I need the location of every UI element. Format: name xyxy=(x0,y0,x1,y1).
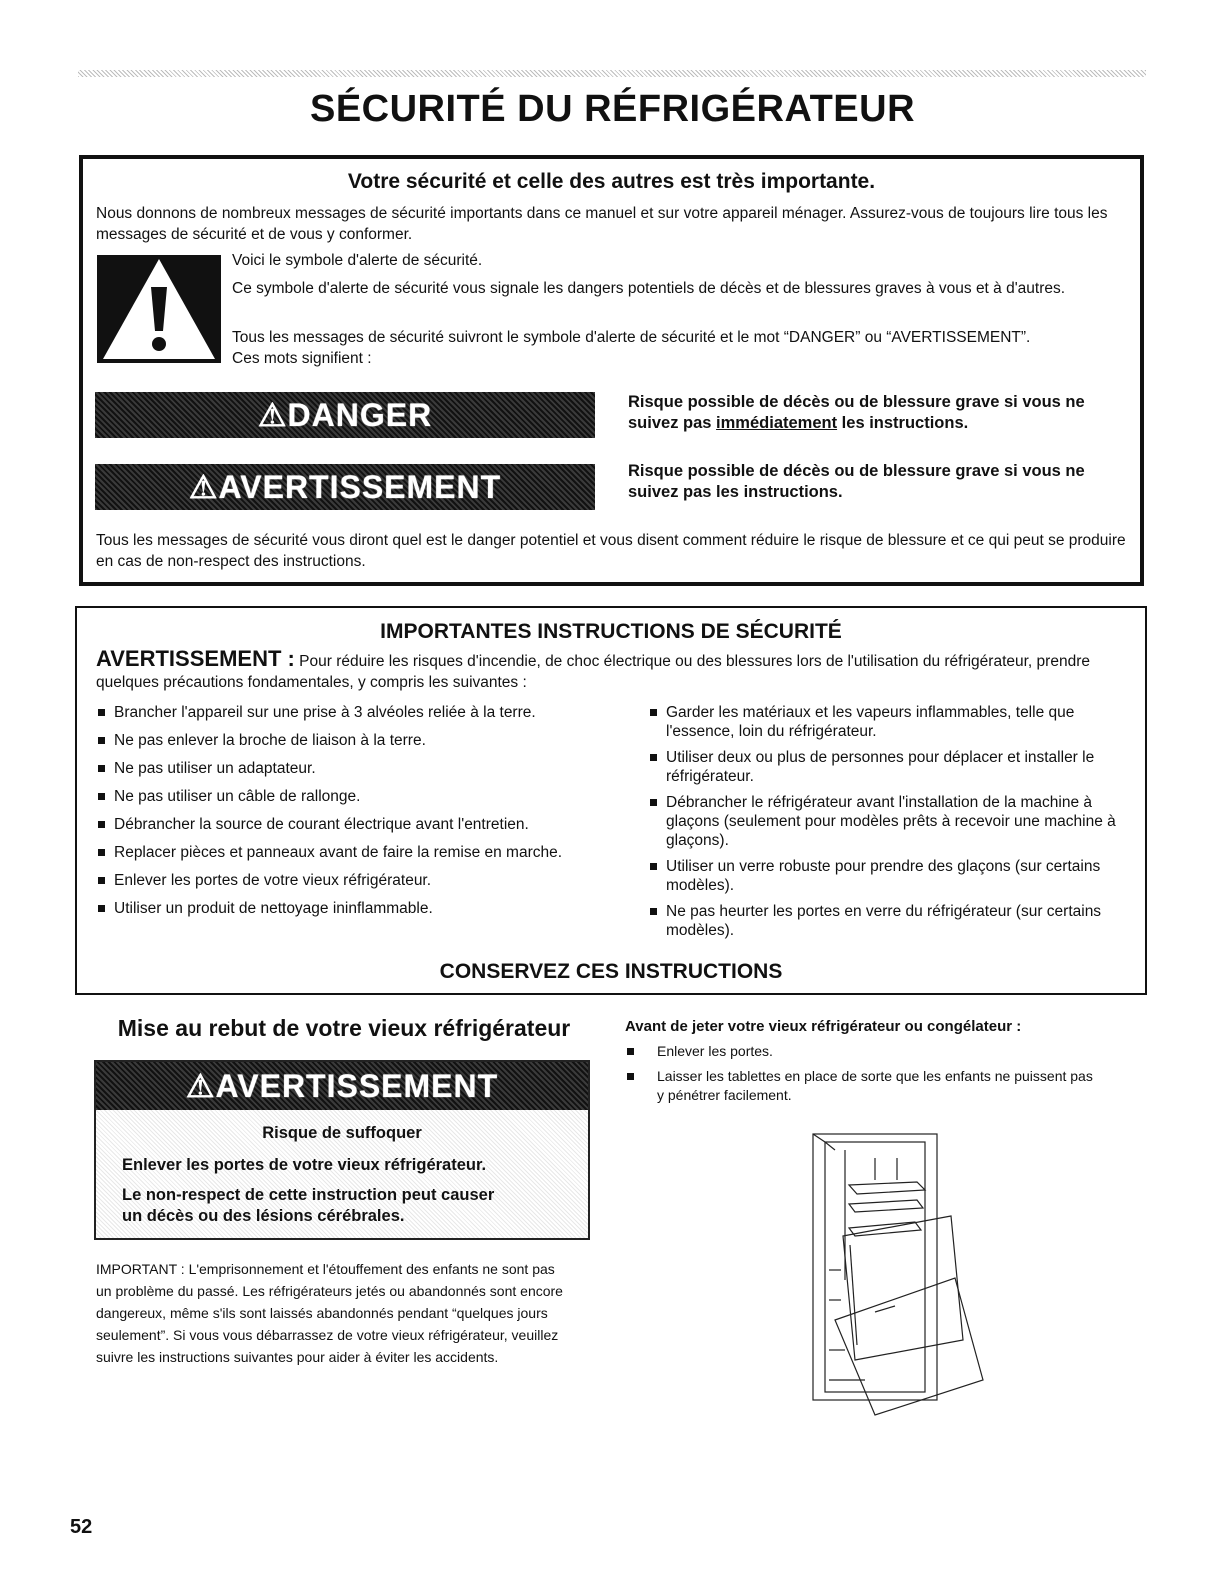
list-item: Ne pas heurter les portes en verre du réfrigérateur (sur certains modèles). xyxy=(648,902,1118,940)
warning-triangle-icon: ⚠ xyxy=(185,1068,216,1104)
page-number: 52 xyxy=(70,1516,93,1538)
list-item: Débrancher le réfrigérateur avant l'installation de la machine à glaçons (seulement pour modèles prêts à recevoir une machine à glaçons). xyxy=(648,793,1118,850)
list-item: Enlever les portes de votre vieux réfrigérateur. xyxy=(96,871,636,890)
safety-heading: Votre sécurité et celle des autres est très importante. xyxy=(347,170,876,193)
list-item: Replacer pièces et panneaux avant de faire la remise en marche. xyxy=(96,843,636,862)
list-item: Garder les matériaux et les vapeurs inflammables, telle que l'essence, loin du réfrigérateur. xyxy=(648,703,1118,741)
danger-label: DANGER xyxy=(287,397,433,433)
symbol-line-1: Voici le symbole d'alerte de sécurité. xyxy=(232,252,483,269)
danger-text-b: les instructions. xyxy=(837,414,969,432)
refrigerator-doors-removed-illustration xyxy=(805,1130,995,1420)
instructions-warning-text: Pour réduire les risques d'incendie, de choc électrique ou des blessures lors de l'utilisation du réfrigérateur, prendre quelques précautions fondamentales, y compris les suivantes : xyxy=(96,653,1090,691)
danger-text-a: Risque possible de décès ou de blessure grave si vous ne suivez pas xyxy=(628,393,1085,432)
danger-banner xyxy=(95,392,595,438)
symbol-line-2: Ce symbole d'alerte de sécurité vous signale les dangers potentiels de décès et de blessures graves à vous et à d'autres. xyxy=(232,280,1066,297)
list-item: Utiliser un verre robuste pour prendre des glaçons (sur certains modèles). xyxy=(648,857,1118,895)
disposal-consequence-1: Le non-respect de cette instruction peut causer xyxy=(122,1186,495,1204)
warning-triangle-icon: ⚠ xyxy=(257,397,288,433)
warning-triangle-icon xyxy=(97,255,221,363)
disposal-consequence-2: un décès ou des lésions cérébrales. xyxy=(122,1207,405,1225)
list-item: Laisser les tablettes en place de sorte que les enfants ne puissent pas y pénétrer facilement. xyxy=(625,1067,1095,1105)
warning-label: AVERTISSEMENT xyxy=(218,469,502,505)
instructions-warning xyxy=(96,648,1136,693)
before-disposal-list xyxy=(625,1042,1095,1114)
disposal-instruction: Enlever les portes de votre vieux réfrigérateur. xyxy=(122,1156,487,1174)
danger-text-underlined: immédiatement xyxy=(716,414,838,432)
list-item: Ne pas utiliser un adaptateur. xyxy=(96,759,636,778)
disposal-important-text: IMPORTANT : L'emprisonnement et l'étouffement des enfants ne sont pas un problème du passé. Les réfrigérateurs jetés ou abandonnés sont encore dangereux, même s'ils sont laissés abandonnés pendant “quelques jours seulement”. Si vous vous débarrassez de votre vieux réfrigérateur, veuillez suivre les instructions suivantes pour aider à éviter les accidents. xyxy=(96,1261,563,1365)
before-disposal-title: Avant de jeter votre vieux réfrigérateur ou congélateur : xyxy=(625,1018,1022,1035)
top-rule xyxy=(78,70,1146,77)
instructions-warning-word: AVERTISSEMENT : xyxy=(96,646,295,671)
list-item: Ne pas enlever la broche de liaison à la terre. xyxy=(96,731,636,750)
list-item: Débrancher la source de courant électrique avant l'entretien. xyxy=(96,815,636,834)
page-title: SÉCURITÉ DU RÉFRIGÉRATEUR xyxy=(309,88,916,130)
symbol-line-3: Tous les messages de sécurité suivront le symbole d'alerte de sécurité et le mot “DANGER” ou “AVERTISSEMENT”. Ces mots signifient : xyxy=(232,329,1031,367)
warning-triangle-icon: ⚠ xyxy=(188,469,219,505)
disposal-hazard: Risque de suffoquer xyxy=(262,1124,422,1142)
list-item: Enlever les portes. xyxy=(625,1042,1095,1061)
instructions-heading: IMPORTANTES INSTRUCTIONS DE SÉCURITÉ xyxy=(380,620,842,643)
safety-intro-text: Nous donnons de nombreux messages de sécurité importants dans ce manuel et sur votre appareil ménager. Assurez-vous de toujours lire tous les messages de sécurité et de vous y conformer. xyxy=(96,205,1108,243)
list-item: Brancher l'appareil sur une prise à 3 alvéoles reliée à la terre. xyxy=(96,703,636,722)
warning-description: Risque possible de décès ou de blessure grave si vous ne suivez pas les instructions. xyxy=(628,462,1085,501)
danger-description xyxy=(628,392,1133,434)
list-item: Ne pas utiliser un câble de rallonge. xyxy=(96,787,636,806)
disposal-warning-banner xyxy=(96,1062,588,1110)
instructions-right-list xyxy=(648,703,1118,947)
disposal-warning-label: AVERTISSEMENT xyxy=(215,1068,499,1104)
warning-banner xyxy=(95,464,595,510)
safety-closing-text: Tous les messages de sécurité vous diront quel est le danger potentiel et vous disent comment réduire le risque de blessure et ce qui peut se produire en cas de non-respect des instructions. xyxy=(96,532,1126,570)
disposal-title: Mise au rebut de votre vieux réfrigérateur xyxy=(117,1015,571,1041)
instructions-left-list xyxy=(96,703,636,927)
list-item: Utiliser deux ou plus de personnes pour déplacer et installer le réfrigérateur. xyxy=(648,748,1118,786)
instructions-footer: CONSERVEZ CES INSTRUCTIONS xyxy=(439,960,783,983)
list-item: Utiliser un produit de nettoyage ininflammable. xyxy=(96,899,636,918)
safety-alert-symbol xyxy=(97,255,221,363)
